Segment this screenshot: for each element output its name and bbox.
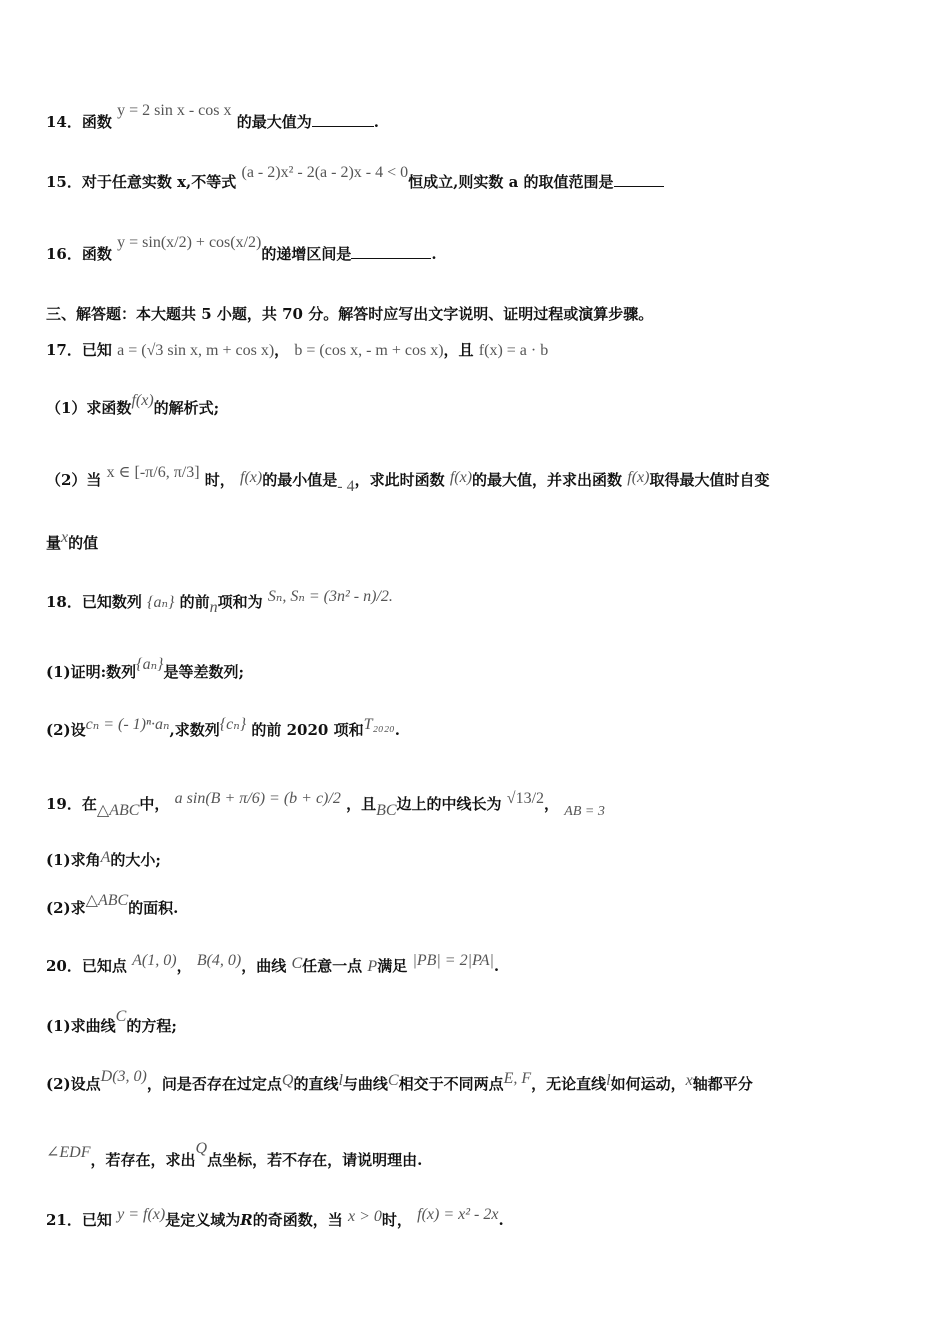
question-number: 18． (46, 593, 82, 611)
text: 的大小; (110, 851, 161, 869)
text: （1）求函数 (46, 399, 132, 417)
question-number: 21． (46, 1211, 82, 1229)
text: 的面积. (128, 899, 179, 917)
axis-x: x (685, 1072, 693, 1089)
text: 时， (204, 471, 235, 489)
formula: f(x) (627, 469, 650, 486)
text: 取得最大值时自变 (649, 471, 770, 489)
answer-blank (614, 174, 664, 187)
triangle: △ABC (85, 892, 129, 909)
angle-edf: ∠EDF (46, 1144, 91, 1161)
answer-blank (312, 114, 374, 127)
text: 的方程; (126, 1017, 177, 1035)
variable-x: x (61, 529, 69, 546)
text: (1)求曲线 (46, 1017, 116, 1035)
function: y = f(x) (117, 1206, 166, 1223)
q17-part-1 (46, 392, 220, 419)
fx-definition: f(x) = a · b (478, 342, 549, 359)
q20-part-1 (46, 1008, 177, 1037)
curve-c: C (115, 1008, 127, 1025)
segment-bc: BC (376, 802, 397, 819)
text: 函数 (81, 113, 112, 131)
text: ，且 (346, 795, 377, 813)
text: ，无论直线 (531, 1075, 607, 1093)
point-q: Q (281, 1072, 294, 1089)
question-number: 19． (46, 795, 82, 813)
formula: cₙ = (- 1)ⁿ·aₙ (85, 716, 170, 733)
sum-formula: Sₙ, Sₙ = (3n² - n)/2. (267, 588, 393, 605)
sequence: {aₙ} (147, 594, 175, 611)
text: 与曲线 (342, 1075, 388, 1093)
text: 时， (381, 1211, 412, 1229)
text: 已知数列 (81, 593, 142, 611)
q19-part-1 (46, 850, 161, 871)
variable-n: n (209, 599, 218, 616)
text: 的奇函数，当 (252, 1211, 343, 1229)
formula: f(x) (131, 392, 154, 409)
text: ，问是否存在过定点 (146, 1075, 282, 1093)
curve-c: C (291, 955, 303, 972)
text: ，若存在，求出 (90, 1151, 196, 1169)
domain-interval: x ∈ [-π/6, π/3] (106, 464, 200, 481)
sum-T: T₂₀₂₀ (363, 716, 395, 733)
equation: a sin(B + π/6) = (b + c)/2 (174, 790, 341, 807)
text: . (493, 957, 500, 975)
q18-part-2 (46, 716, 400, 741)
text: 相交于不同两点 (398, 1075, 504, 1093)
angle-a: A (100, 849, 111, 866)
formula-14: y = 2 sin x - cos x (117, 102, 232, 119)
text: . (431, 245, 437, 263)
text: (2)求 (46, 899, 86, 917)
formula: f(x) (240, 469, 263, 486)
q17-part-2 (46, 464, 770, 495)
text: (2)设 (46, 721, 86, 739)
text: ， (176, 957, 192, 975)
question-21 (46, 1206, 504, 1231)
point-d: D(3, 0) (100, 1068, 147, 1085)
formula-15: (a - 2)x² - 2(a - 2)x - 4 < 0 (241, 164, 409, 181)
condition: |PB| = 2|PA| (412, 952, 494, 969)
q17-part-2-cont (46, 529, 99, 554)
text: 对于任意实数 x,不等式 (81, 173, 237, 191)
text: . (498, 1211, 504, 1229)
text: 恒成立,则实数 a 的取值范围是 (408, 173, 614, 191)
text: ，曲线 (241, 957, 287, 975)
text: 任意一点 (302, 957, 363, 975)
text: ，且 (443, 341, 474, 359)
question-16 (46, 234, 437, 265)
text: ， (544, 795, 560, 813)
text: 如何运动， (610, 1075, 686, 1093)
text: ,求数列 (169, 721, 220, 739)
sequence: {cₙ} (219, 716, 247, 733)
text: 点坐标，若不存在，请说明理由. (207, 1151, 423, 1169)
text: 已知点 (81, 957, 127, 975)
text: 项和为 (217, 593, 263, 611)
question-14 (46, 102, 379, 133)
formula-16: y = sin(x/2) + cos(x/2) (117, 234, 262, 251)
point-a: A(1, 0) (132, 952, 177, 969)
vector-b: b = (cos x, - m + cos x) (294, 342, 444, 359)
point-q: Q (195, 1140, 208, 1157)
question-number: 14． (46, 113, 82, 131)
formula: f(x) (449, 469, 473, 486)
question-17 (46, 340, 548, 361)
text: 在 (81, 795, 97, 813)
text: 已知 (81, 1211, 112, 1229)
q20-part-2-cont (46, 1140, 423, 1171)
text: (1)求角 (46, 851, 101, 869)
question-20 (46, 952, 500, 977)
text: . (394, 721, 400, 739)
text: 轴都平分 (692, 1075, 753, 1093)
set-r: R (240, 1211, 253, 1229)
text: ， (274, 341, 290, 359)
line-l: l (338, 1072, 343, 1089)
text: 量 (46, 534, 62, 552)
text: 是定义域为 (165, 1211, 241, 1229)
q19-part-2 (46, 892, 179, 919)
text: 函数 (81, 245, 112, 263)
curve-c: C (387, 1072, 399, 1089)
text: 的递增区间是 (261, 245, 352, 263)
text: 的解析式; (153, 399, 220, 417)
text: . (373, 113, 379, 131)
text: ，求此时函数 (354, 471, 445, 489)
text: 已知 (81, 341, 112, 359)
vector-a: a = (√3 sin x, m + cos x) (117, 342, 275, 359)
question-number: 16． (46, 245, 82, 263)
sequence: {aₙ} (136, 656, 164, 673)
text: 是等差数列; (163, 663, 244, 681)
text: (2)设点 (46, 1075, 101, 1093)
question-15 (46, 164, 664, 193)
question-18 (46, 588, 393, 616)
text: 满足 (377, 957, 408, 975)
text: (1)证明:数列 (46, 663, 137, 681)
condition: x > 0 (347, 1208, 382, 1225)
median-length: √13/2 (506, 790, 545, 807)
question-19 (46, 790, 605, 819)
q20-part-2 (46, 1068, 753, 1095)
text: 的最大值为 (236, 113, 312, 131)
min-value: - 4 (337, 478, 355, 495)
point-p: P (367, 958, 378, 975)
text: 的前 (179, 593, 210, 611)
side-ab: AB = 3 (564, 804, 605, 819)
question-number: 17． (46, 341, 82, 359)
text: 边上的中线长为 (396, 795, 502, 813)
text: 的最小值是 (262, 471, 338, 489)
function-def: f(x) = x² - 2x (417, 1206, 499, 1223)
text: 的值 (68, 534, 99, 552)
triangle: △ABC (96, 802, 140, 819)
text: （2）当 (46, 471, 102, 489)
question-number: 20． (46, 957, 82, 975)
points-ef: E, F (503, 1070, 532, 1087)
line-l: l (606, 1072, 611, 1089)
text: 中， (139, 795, 170, 813)
text: 的直线 (293, 1075, 339, 1093)
text: 的最大值，并求出函数 (472, 471, 623, 489)
q18-part-1 (46, 656, 244, 683)
question-number: 15． (46, 173, 82, 191)
point-b: B(4, 0) (196, 952, 242, 969)
text: 的前 2020 项和 (251, 721, 364, 739)
section-3-heading: 三、解答题：本大题共 5 小题，共 70 分。解答时应写出文字说明、证明过程或演算步骤。 (46, 305, 654, 323)
answer-blank (351, 246, 431, 259)
